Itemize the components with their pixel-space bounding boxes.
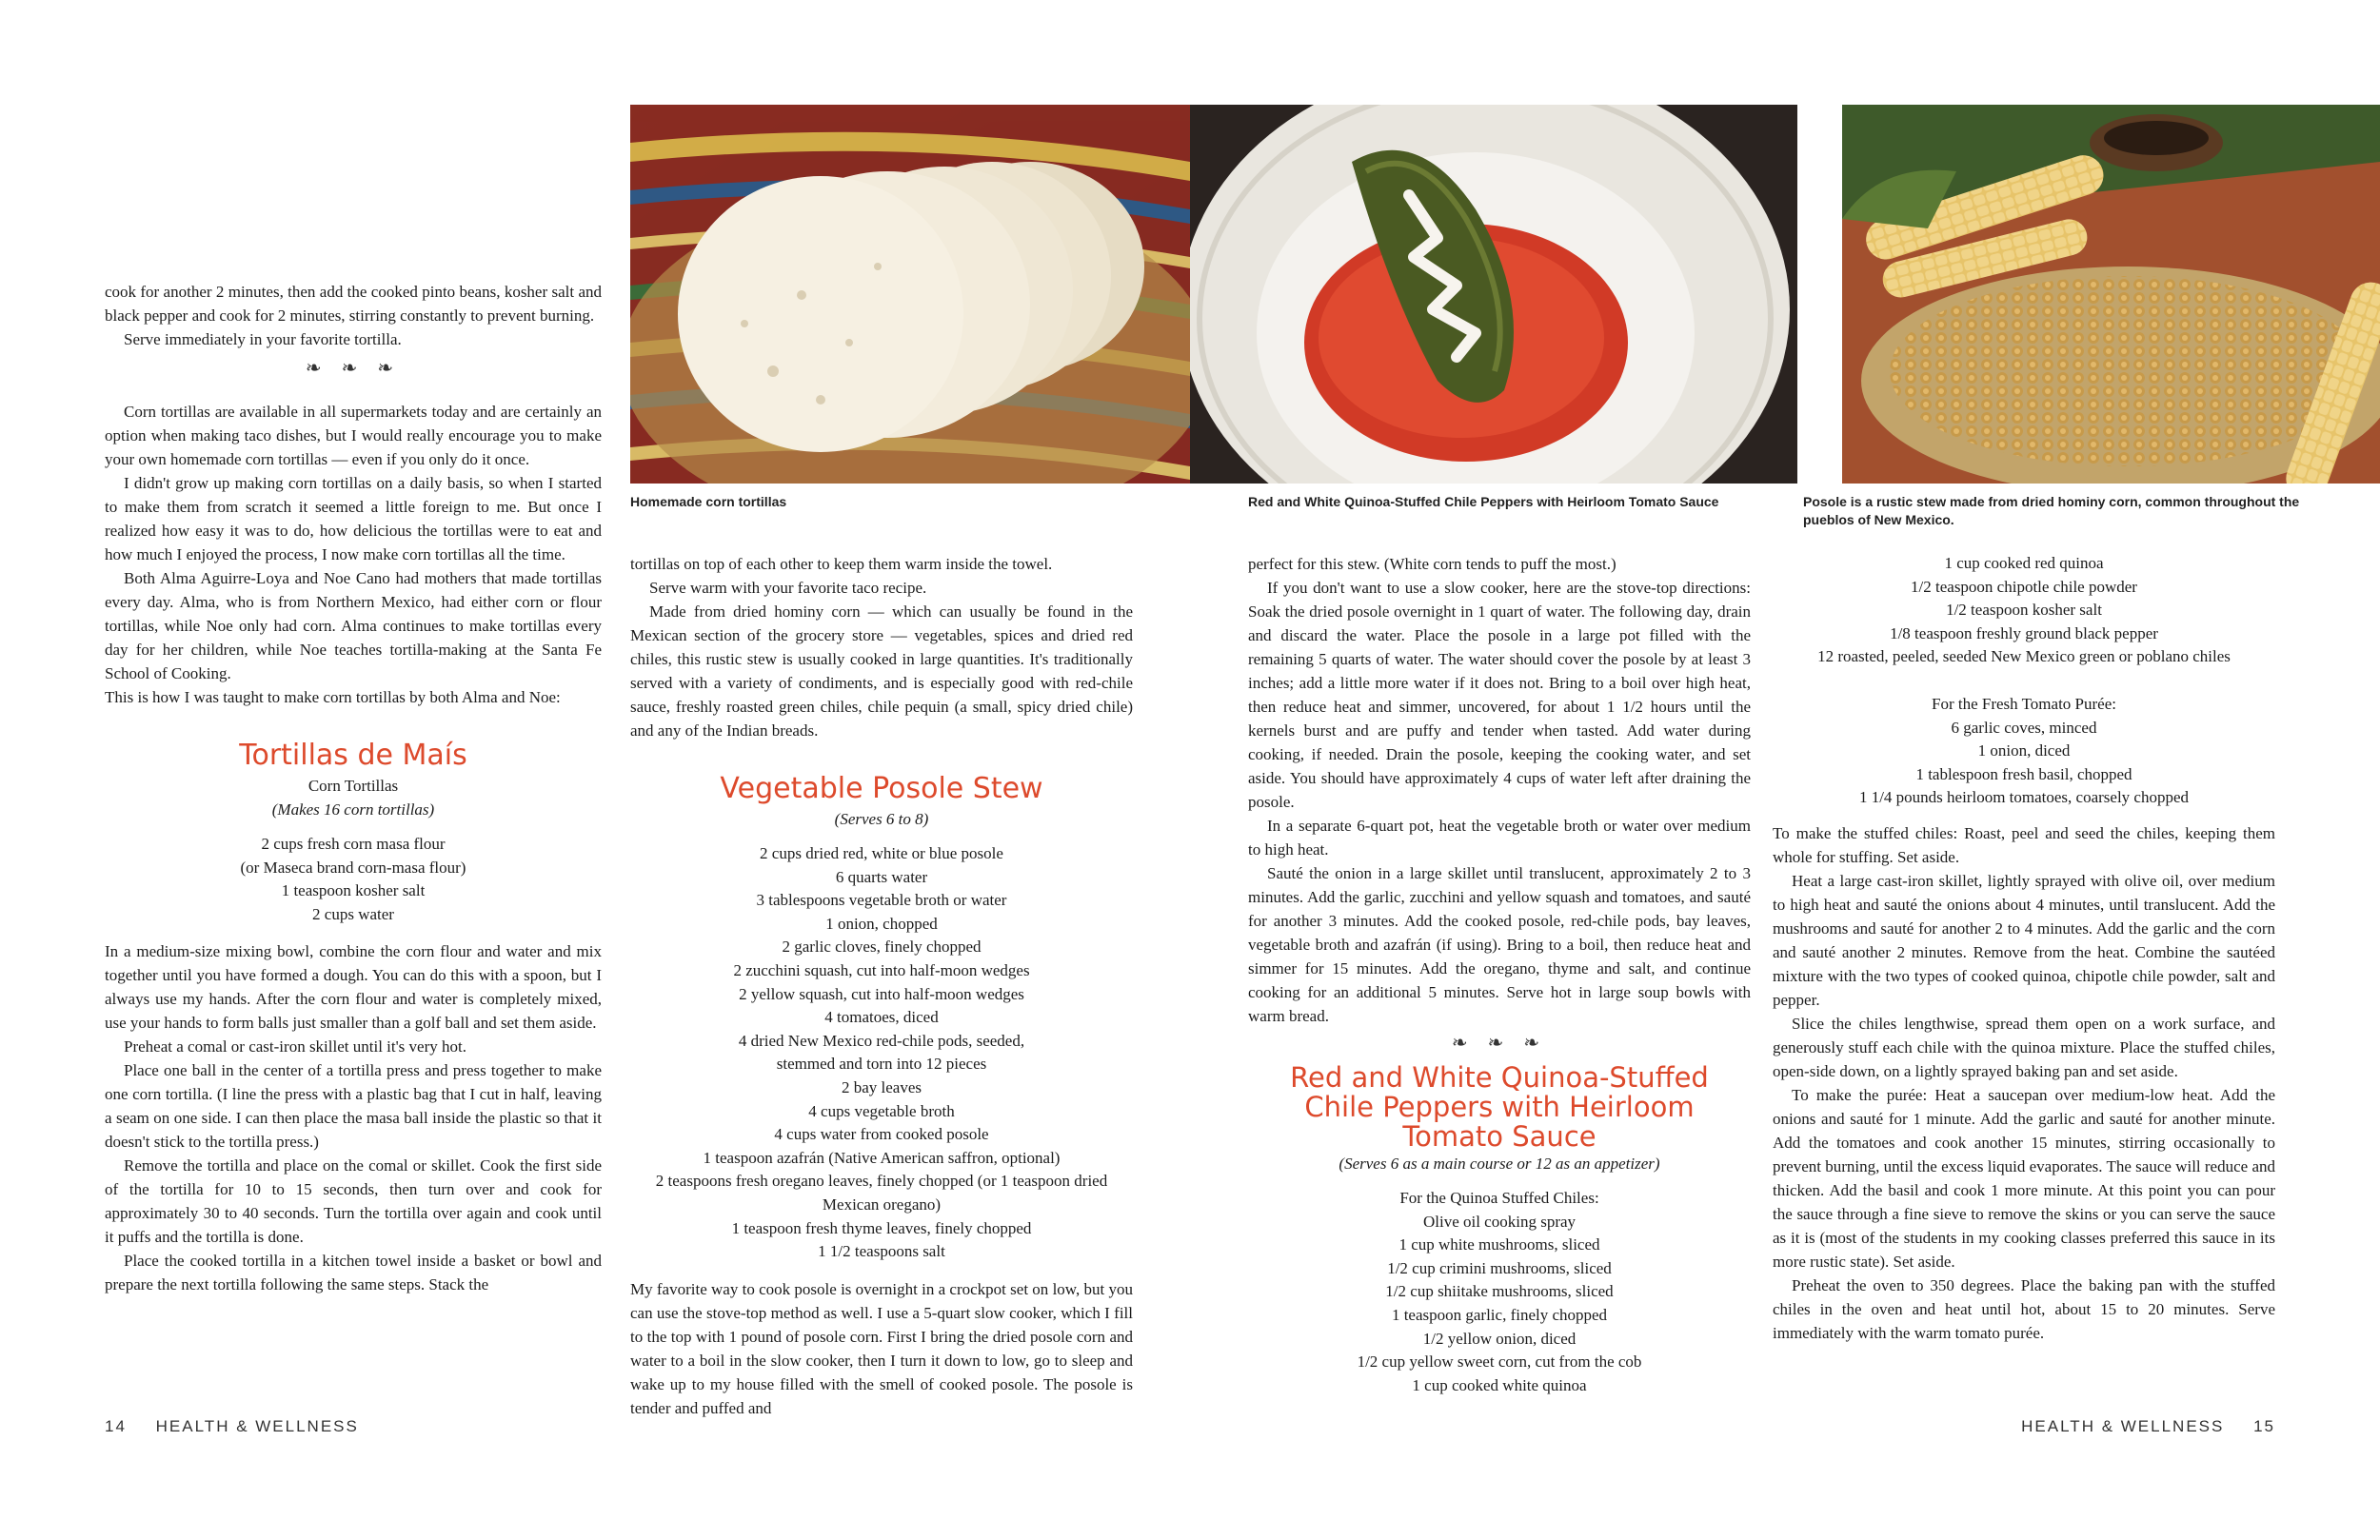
ingredient: 1 teaspoon garlic, finely chopped (1391, 1305, 1608, 1324)
ingredient: 4 cups water from cooked posole (774, 1125, 989, 1144)
ingredient: 1/2 cup crimini mushrooms, sliced (1387, 1258, 1612, 1277)
ingredient: 12 roasted, peeled, seeded New Mexico green or poblano chiles (1817, 647, 2231, 666)
column-2 (630, 552, 1133, 1420)
ingredient-list (1773, 552, 2275, 669)
page-number: 14 (105, 1417, 127, 1435)
folio-left (105, 1417, 359, 1436)
caption-stuffed-chile: Red and White Quinoa-Stuffed Chile Peppers with Heirloom Tomato Sauce (1248, 494, 1719, 509)
column-3 (1248, 552, 1751, 1397)
ingredient: 2 cups fresh corn masa flour (261, 835, 446, 853)
ingredient: 3 tablespoons vegetable broth or water (756, 891, 1007, 910)
ingredient: 1 onion, diced (1977, 741, 2071, 760)
paragraph: Sauté the onion in a large skillet until translucent, approximately 2 to 3 minutes. Add the garlic, zucchini and yellow squash and tomatoes, and sauté for another 3 minutes. Add the cooked posole, red-chile pods, bay leaves, vegetable broth and azafrán (if using). Bring to a boil, then reduce heat and simmer for 15 minutes. Add the oregano, thyme and salt, and continue cooking for an additional 5 minutes. Serve hot in large soup bowls with warm bread. (1248, 864, 1751, 1025)
ingredient: 1 1/4 pounds heirloom tomatoes, coarsely chopped (1858, 788, 2190, 807)
paragraph: perfect for this stew. (White corn tends to puff the most.) (1248, 555, 1616, 573)
ingredient-heading: For the Quinoa Stuffed Chiles: (1399, 1189, 1599, 1207)
paragraph: In a separate 6-quart pot, heat the vegetable broth or water over medium to high heat. (1248, 817, 1751, 859)
ingredient: 2 cups water (312, 904, 394, 923)
paragraph: cook for another 2 minutes, then add the cooked pinto beans, kosher salt and black pepper and cook for 2 minutes, stirring constantly to prevent burning. (105, 283, 602, 325)
column-4 (1773, 552, 2275, 1345)
ingredient: 2 bay leaves (841, 1077, 922, 1096)
ingredient-list (630, 842, 1133, 1264)
ornament-divider: ❧ ❧ ❧ (1451, 1033, 1548, 1054)
ingredient: 2 cups dried red, white or blue posole (760, 844, 1003, 862)
ingredient: 1 teaspoon fresh thyme leaves, finely chopped (731, 1218, 1032, 1237)
ingredient: stemmed and torn into 12 pieces (776, 1055, 987, 1074)
ingredient: 1/2 teaspoon kosher salt (1946, 601, 2102, 620)
paragraph: Both Alma Aguirre-Loya and Noe Cano had mothers that made tortillas every day. Alma, who is from Northern Mexico, had either corn or flour tortillas, while Noe only had corn. Alma continues to make tortillas every day for her children, while Noe teaches tortilla-making at the Santa Fe School of Cooking. (105, 569, 602, 682)
paragraph: Made from dried hominy corn — which can usually be found in the Mexican section of the grocery store — vegetables, spices and dried red chiles, this rustic stew is usually cooked in large quantities. It's traditionally served with a variety of condiments, and is especially good with red-chile sauce, freshly roasted green chiles, chile pequin (a small, spicy dried chile) and any of the Indian breads. (630, 602, 1133, 740)
folio-right (2021, 1417, 2275, 1436)
ingredient: 1/2 teaspoon chipotle chile powder (1911, 577, 2137, 596)
ingredient: 1/2 cup shiitake mushrooms, sliced (1385, 1282, 1614, 1301)
paragraph: Corn tortillas are available in all supermarkets today and are certainly an option when making taco dishes, but I would really encourage you to make your own homemade corn tortillas — even if you only do it once. (105, 403, 602, 468)
ingredient: 2 zucchini squash, cut into half-moon wedges (733, 960, 1030, 979)
recipe-title-posole: Vegetable Posole Stew (720, 772, 1043, 805)
caption-posole: Posole is a rustic stew made from dried hominy corn, common throughout the pueblos of New Mexico. (1803, 494, 2300, 527)
ingredient: 1 tablespoon fresh basil, chopped (1915, 764, 2132, 783)
paragraph: Preheat the oven to 350 degrees. Place the baking pan with the stuffed chiles in the oven and heat until hot, about 15 to 20 minutes. Serve immediately with the warm tomato purée. (1773, 1275, 2275, 1342)
paragraph: Slice the chiles lengthwise, spread them open on a work surface, and generously stuff each chile with the quinoa mixture. Place the stuffed chiles, open-side down, on a lightly sprayed baking pan and set aside. (1773, 1014, 2275, 1080)
ingredient: (or Maseca brand corn-masa flour) (240, 858, 466, 877)
ingredient: 2 teaspoons fresh oregano leaves, finely chopped (or 1 teaspoon dried (655, 1172, 1108, 1191)
paragraph: My favorite way to cook posole is overnight in a crockpot set on low, but you can use the stove-top method as well. I use a 5-quart slow cooker, which I fill to the top with 1 pound of posole corn. First I bring the dried posole corn and water to a boil in the slow cooker, then I turn it down to low, go to sleep and wake up to my house filled with the smell of cooked posole. The posole is tender and puffed and (630, 1279, 1133, 1417)
ingredient-list (1248, 1187, 1751, 1397)
paragraph: Preheat a comal or cast-iron skillet until it's very hot. (124, 1037, 466, 1056)
ingredient: 2 garlic cloves, finely chopped (782, 938, 982, 957)
ingredient: Mexican oregano) (822, 1194, 942, 1214)
ingredient: 4 cups vegetable broth (808, 1101, 955, 1120)
photo-corn-tortillas (630, 105, 1190, 484)
paragraph: Remove the tortilla and place on the comal or skillet. Cook the first side of the tortilla for 10 to 15 seconds, then turn over and cook for approximately 30 to 40 seconds. Turn the tortilla over again and cook until it puffs and the tortilla is done. (105, 1156, 602, 1247)
ingredient: 1/2 yellow onion, diced (1422, 1329, 1577, 1348)
recipe-title-line: Chile Peppers with Heirloom (1304, 1091, 1695, 1123)
recipe-title-line: Red and White Quinoa-Stuffed (1290, 1061, 1709, 1094)
paragraph: Place one ball in the center of a tortilla press and press together to make one corn tortilla. (I line the press with a plastic bag that I cut in half, leaving a seam on one side. I can then place the masa ball inside the plastic so that it doesn't stick to the tortilla press.) (105, 1061, 602, 1152)
ingredient: 1 onion, chopped (825, 914, 938, 933)
paragraph: If you don't want to use a slow cooker, here are the stove-top directions: Soak the dried posole overnight in 1 quart of water. The following day, drain and discard the water. Place the posole in a large pot filled with the remaining 5 quarts of water. The water should cover the posole by at least 3 inches; add a little more water if it does not. Bring to a boil over high heat, then reduce heat and simmer, uncovered, for about 1 1/2 hours until the kernels burst and are puffy and tender when tasted. Add water during cooking, if needed. Drain the posole, keeping the cooking water, and set aside. You should have approximately 4 cups of water left after draining the posole. (1248, 579, 1751, 811)
section-label: HEALTH & WELLNESS (2021, 1417, 2225, 1435)
ingredient-list (105, 833, 602, 926)
column-1 (105, 280, 602, 1296)
ingredient: 2 yellow squash, cut into half-moon wedges (739, 984, 1024, 1003)
ingredient: 6 garlic coves, minced (1951, 718, 2097, 737)
recipe-yield: (Makes 16 corn tortillas) (271, 800, 435, 819)
ingredient: 1 teaspoon kosher salt (281, 881, 426, 900)
ornament-divider: ❧ ❧ ❧ (305, 358, 402, 379)
section-label: HEALTH & WELLNESS (155, 1417, 359, 1435)
paragraph: Serve warm with your favorite taco recipe. (649, 579, 927, 597)
ingredient-list (1773, 693, 2275, 810)
paragraph: Place the cooked tortilla in a kitchen towel inside a basket or bowl and prepare the next tortilla following the same steps. Stack the (105, 1252, 602, 1294)
recipe-title-quinoa-chiles (1248, 1063, 1751, 1152)
recipe-subtitle: Corn Tortillas (307, 777, 399, 795)
paragraph: To make the purée: Heat a saucepan over medium-low heat. Add the onions and sauté for 1 minute. Add the garlic and sauté for another minute. Add the tomatoes and cook another 15 minutes, stirring occasionally to prevent burning, until the excess liquid evaporates. The sauce will reduce and thicken. Add the basil and cook 1 more minute. At this point you can pour the sauce through a fine sieve to remove the skins or you can serve the sauce as it is (most of the students in my cooking classes preferred this sauce in its more rustic state). Set aside. (1773, 1085, 2275, 1271)
ingredient: Olive oil cooking spray (1422, 1212, 1577, 1231)
caption-corn-tortillas: Homemade corn tortillas (630, 494, 787, 509)
ingredient: 4 dried New Mexico red-chile pods, seeded, (738, 1031, 1025, 1050)
ingredient: 1 cup white mushrooms, sliced (1398, 1235, 1600, 1254)
ingredient-heading: For the Fresh Tomato Purée: (1932, 694, 2116, 713)
ingredient: 1/8 teaspoon freshly ground black pepper (1890, 623, 2158, 642)
recipe-yield: (Serves 6 to 8) (834, 810, 929, 828)
recipe-yield: (Serves 6 as a main course or 12 as an appetizer) (1339, 1155, 1660, 1173)
ingredient: 1 cup cooked white quinoa (1412, 1375, 1587, 1394)
paragraph: This is how I was taught to make corn tortillas by both Alma and Noe: (105, 688, 561, 706)
recipe-title-line: Tomato Sauce (1402, 1120, 1597, 1153)
ingredient: 1 teaspoon azafrán (Native American saffron, optional) (703, 1148, 1061, 1167)
ingredient: 6 quarts water (835, 867, 928, 886)
ingredient: 4 tomatoes, diced (824, 1008, 939, 1027)
photo-posole-basket (1842, 105, 2380, 484)
photo-stuffed-chile (1190, 105, 1797, 484)
paragraph: In a medium-size mixing bowl, combine the corn flour and water and mix together until you have formed a dough. You can do this with a spoon, but I always use my hands. After the corn flour and water is completely mixed, use your hands to form balls just smaller than a golf ball and set them aside. (105, 942, 602, 1033)
recipe-title-tortillas: Tortillas de Maís (239, 739, 467, 772)
page-number: 15 (2253, 1417, 2275, 1435)
paragraph: I didn't grow up making corn tortillas on a daily basis, so when I started to make them from scratch it seemed a little foreign to me. But once I realized how easy it was to do, how delicious the tortillas were to eat and how much I enjoyed the process, I now make corn tortillas all the time. (105, 474, 602, 563)
paragraph: Heat a large cast-iron skillet, lightly sprayed with olive oil, over medium to high heat and sauté the onions about 4 minutes, until translucent. Add the mushrooms and sauté for another 2 to 4 minutes. Add the garlic and the corn and sauté another 2 minutes. Remove from the heat. Combine the sautéed mixture with the two types of cooked quinoa, chipotle chile powder, salt and pepper. (1773, 871, 2275, 1009)
ingredient: 1 cup cooked red quinoa (1944, 554, 2104, 572)
ingredient: 1 1/2 teaspoons salt (818, 1242, 945, 1261)
paragraph: To make the stuffed chiles: Roast, peel and seed the chiles, keeping them whole for stuffing. Set aside. (1773, 823, 2275, 866)
paragraph: Serve immediately in your favorite tortilla. (124, 330, 402, 348)
ingredient: 1/2 cup yellow sweet corn, cut from the cob (1357, 1352, 1642, 1372)
paragraph: tortillas on top of each other to keep them warm inside the towel. (630, 555, 1053, 573)
